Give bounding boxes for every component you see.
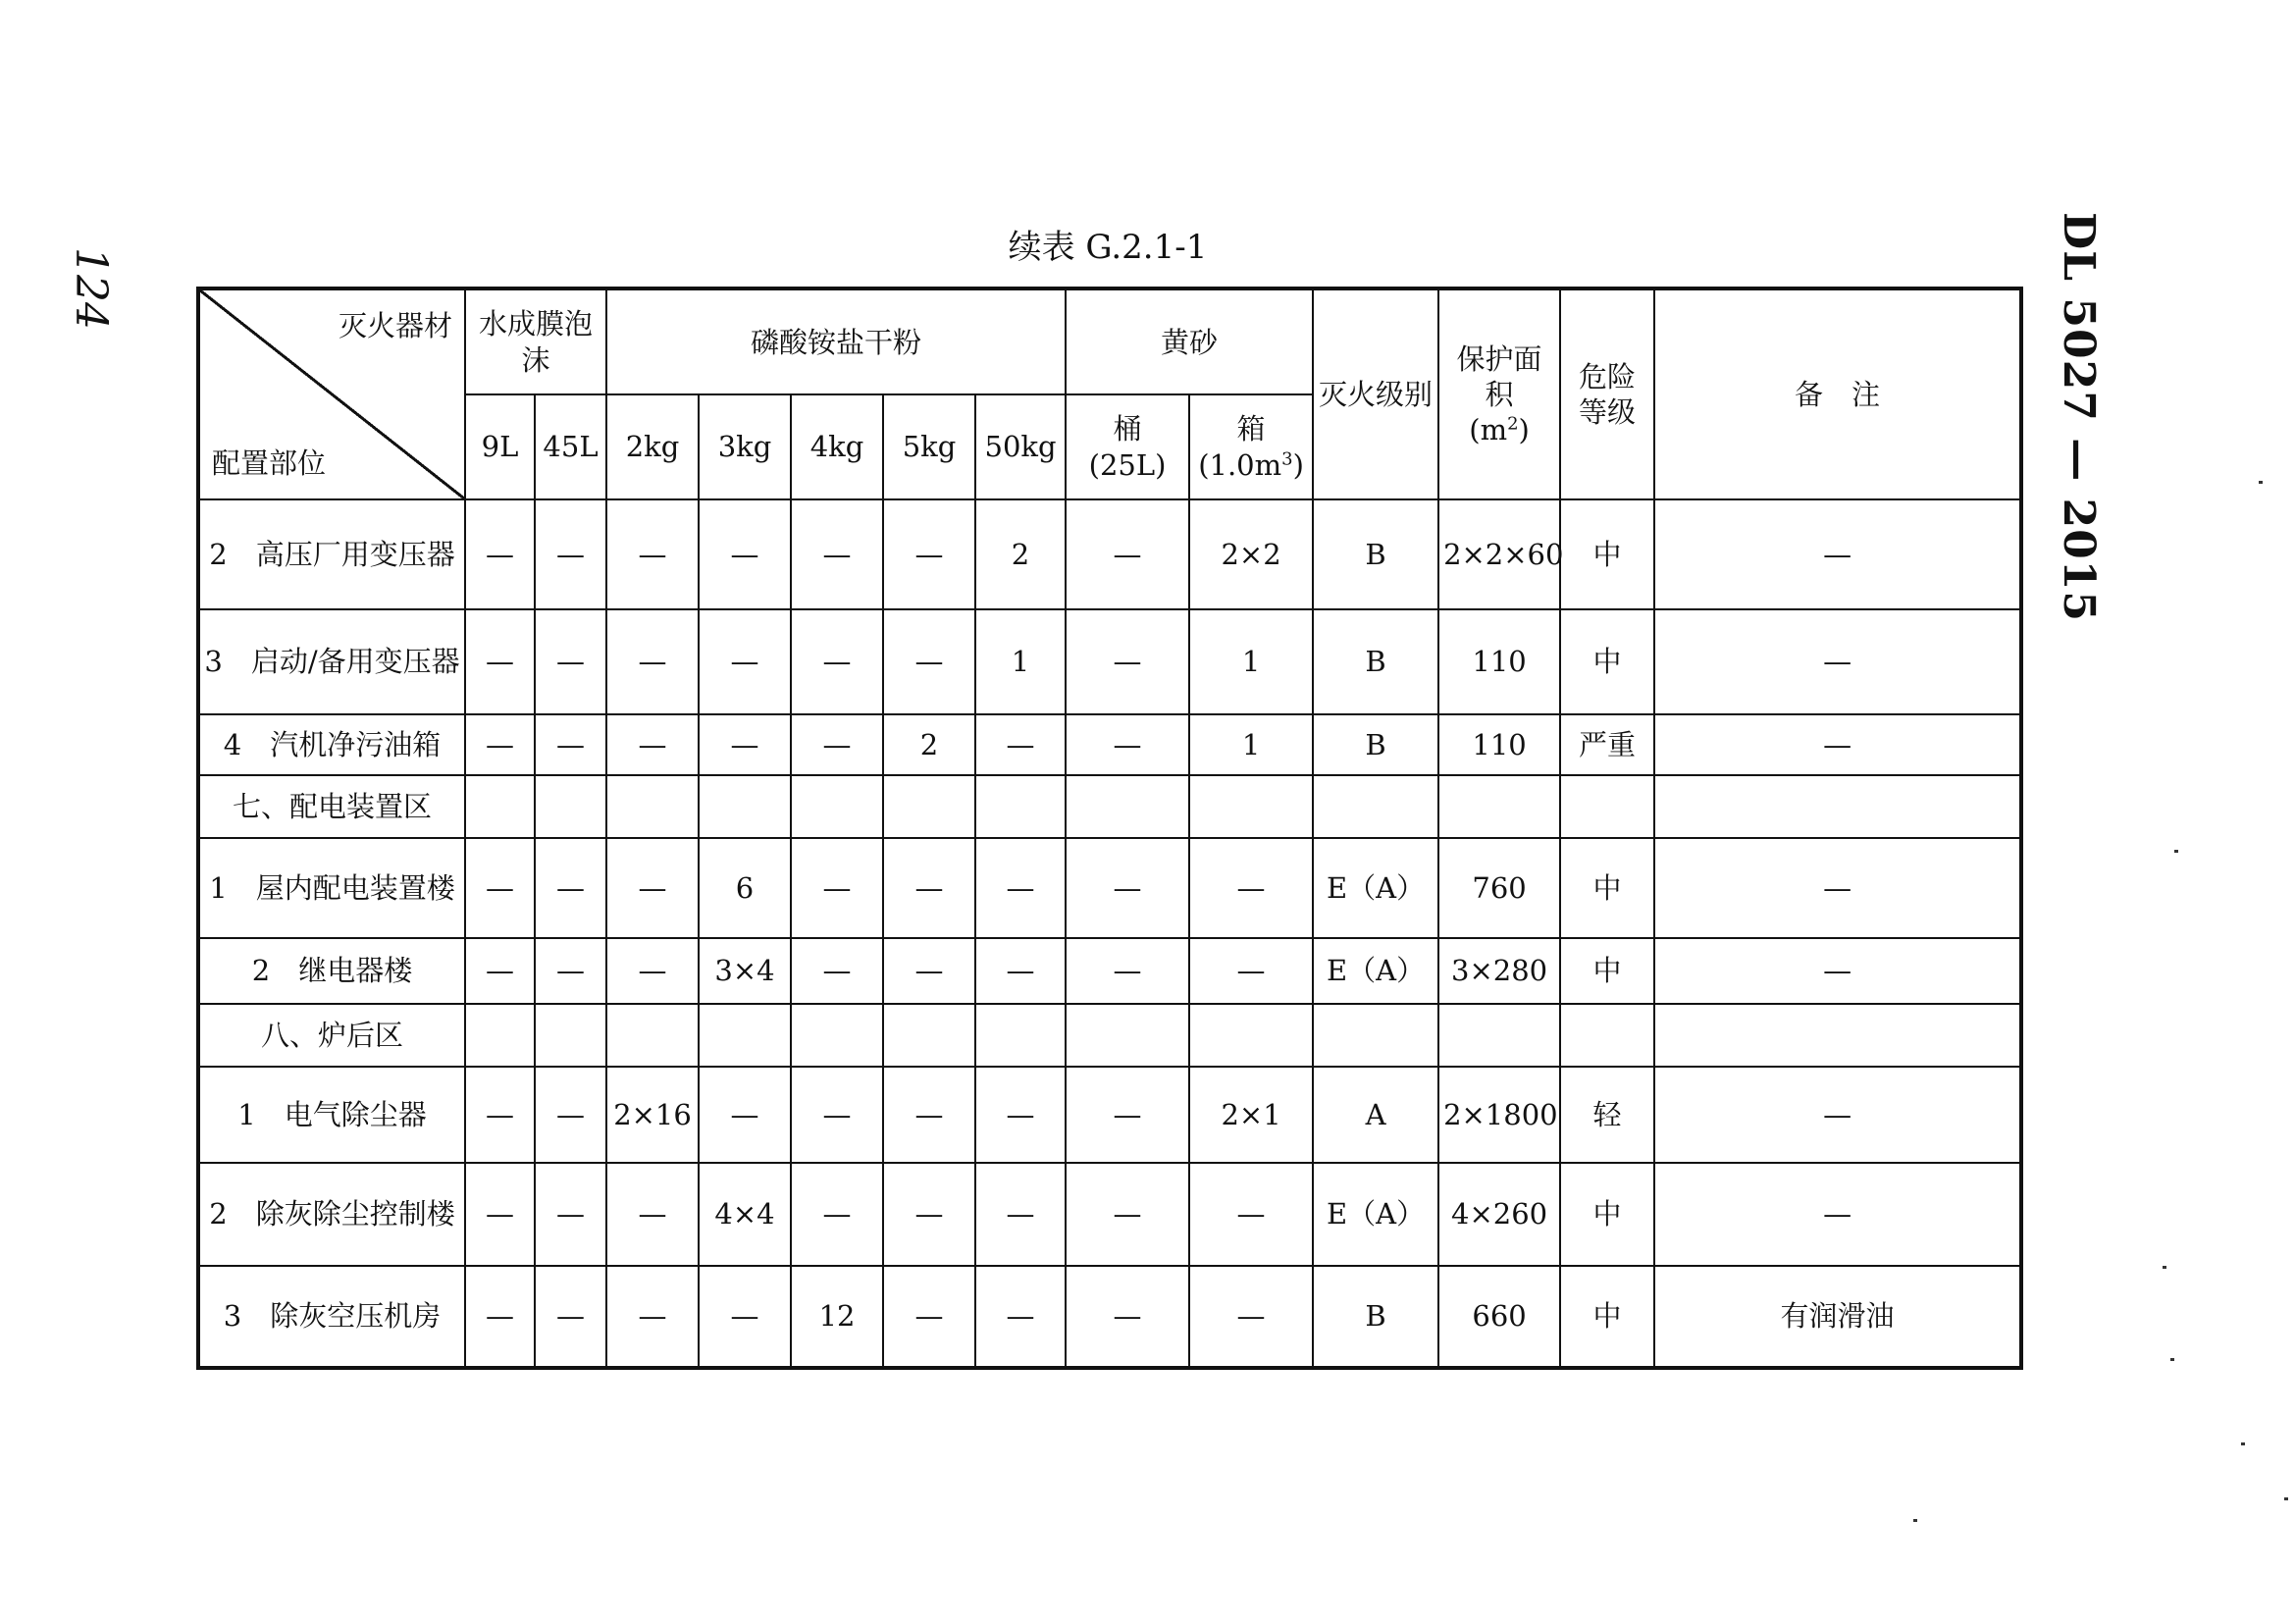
sand-bucket-label: 桶 (1113, 412, 1142, 446)
table-row (198, 1266, 2021, 1368)
table-cell: — (1189, 1266, 1313, 1368)
table-cell: — (975, 1266, 1066, 1368)
diag-top-label: 灭火器材 (338, 309, 452, 342)
powder-3kg-header: 3kg (699, 394, 791, 498)
foam-45l-header: 45L (535, 394, 606, 498)
table-cell: 2 (883, 714, 975, 775)
config-part-cell: 4 汽机净污油箱 (198, 714, 465, 775)
table-cell (883, 1004, 975, 1067)
sand-box-close: ) (1292, 447, 1304, 482)
table-cell: — (535, 499, 606, 609)
table-cell: — (699, 499, 791, 609)
protect-area-label: 保护面积 (1456, 341, 1542, 411)
hazard-level-header: 危险等级 (1560, 288, 1654, 499)
table-cell: — (883, 1067, 975, 1163)
table-cell: 1 (975, 609, 1066, 713)
table-cell (1313, 1004, 1438, 1067)
table-cell (699, 1004, 791, 1067)
table-cell: — (465, 838, 535, 938)
table-cell: — (1189, 838, 1313, 938)
table-cell: 中 (1560, 1266, 1654, 1368)
table-cell (1066, 1004, 1189, 1067)
table-cell: 2×1800 (1438, 1067, 1560, 1163)
sand-box-sup: 3 (1281, 447, 1293, 469)
table-cell: — (975, 1163, 1066, 1265)
table-cell: — (535, 609, 606, 713)
table-cell: A (1313, 1067, 1438, 1163)
table-row (198, 499, 2021, 609)
config-part-cell: 七、配电装置区 (198, 775, 465, 838)
table-cell: — (535, 1266, 606, 1368)
table-row (198, 838, 2021, 938)
table-cell: — (791, 714, 883, 775)
table-cell: E（A） (1313, 1163, 1438, 1265)
table-cell (791, 1004, 883, 1067)
table-cell: 4×260 (1438, 1163, 1560, 1265)
protect-area-close: ) (1518, 413, 1530, 446)
table-cell: — (791, 938, 883, 1003)
table-cell: — (606, 838, 699, 938)
config-part-cell: 八、炉后区 (198, 1004, 465, 1067)
table-cell: — (883, 938, 975, 1003)
table-row (198, 714, 2021, 775)
table-cell: — (465, 609, 535, 713)
table-cell: — (1654, 499, 2021, 609)
protect-area-header (1438, 288, 1560, 499)
table-cell: — (606, 499, 699, 609)
powder-5kg-header: 5kg (883, 394, 975, 498)
table-cell: — (1654, 1163, 2021, 1265)
table-cell: — (791, 1163, 883, 1265)
table-cell: — (791, 609, 883, 713)
table-cell: — (606, 1266, 699, 1368)
table-cell: B (1313, 609, 1438, 713)
table-cell: B (1313, 499, 1438, 609)
table-cell: 有润滑油 (1654, 1266, 2021, 1368)
table-cell: 2×16 (606, 1067, 699, 1163)
table-cell (1066, 775, 1189, 838)
sand-bucket-unit: (25L) (1088, 447, 1167, 482)
powder-group-header: 磷酸铵盐干粉 (606, 288, 1066, 394)
sand-box-label: 箱 (1236, 412, 1266, 446)
table-cell: 轻 (1560, 1067, 1654, 1163)
config-part-cell: 2 除灰除尘控制楼 (198, 1163, 465, 1265)
table-cell: 110 (1438, 714, 1560, 775)
table-cell: 2×2 (1189, 499, 1313, 609)
table-cell: — (699, 714, 791, 775)
table-cell: — (1654, 609, 2021, 713)
table-cell (535, 775, 606, 838)
table-cell: 110 (1438, 609, 1560, 713)
table-cell (1560, 775, 1654, 838)
table-cell (1313, 775, 1438, 838)
table-row (198, 1163, 2021, 1265)
table-cell: — (1654, 1067, 2021, 1163)
table-cell (883, 775, 975, 838)
table-cell (1438, 775, 1560, 838)
table-cell (1189, 1004, 1313, 1067)
table-cell: — (465, 714, 535, 775)
table-row (198, 938, 2021, 1003)
table-cell: — (1066, 838, 1189, 938)
table-cell (535, 1004, 606, 1067)
table-cell (1654, 775, 2021, 838)
table-cell: — (465, 1266, 535, 1368)
protect-area-sup: 2 (1507, 413, 1519, 435)
protect-area-unit: (m (1469, 413, 1508, 446)
table-cell (699, 775, 791, 838)
table-cell (975, 775, 1066, 838)
table-cell: — (975, 838, 1066, 938)
standard-code: DL 5027 — 2015 (2054, 212, 2104, 622)
foam-group-header: 水成膜泡沫 (465, 288, 606, 394)
table-cell: — (1066, 1266, 1189, 1368)
table-cell: — (1654, 938, 2021, 1003)
table-cell: — (606, 609, 699, 713)
table-cell: — (535, 838, 606, 938)
table-cell: — (883, 1163, 975, 1265)
table-cell: 760 (1438, 838, 1560, 938)
table-cell: — (1189, 938, 1313, 1003)
fire-class-header: 灭火级别 (1313, 288, 1438, 499)
sand-bucket-header (1066, 394, 1189, 498)
table-cell (975, 1004, 1066, 1067)
config-part-cell: 2 高压厂用变压器 (198, 499, 465, 609)
diag-bottom-label: 配置部位 (212, 445, 327, 480)
table-cell: 中 (1560, 1163, 1654, 1265)
table-cell: — (791, 499, 883, 609)
table-cell: — (791, 1067, 883, 1163)
table-cell: — (1066, 1163, 1189, 1265)
table-cell: — (1654, 838, 2021, 938)
table-cell: — (465, 1163, 535, 1265)
table-cell: 严重 (1560, 714, 1654, 775)
table-cell: — (1066, 499, 1189, 609)
table-cell: — (699, 609, 791, 713)
table-cell: 中 (1560, 938, 1654, 1003)
powder-2kg-header: 2kg (606, 394, 699, 498)
table-cell (791, 775, 883, 838)
config-part-cell: 3 启动/备用变压器 (198, 609, 465, 713)
table-cell: — (535, 938, 606, 1003)
table-cell: — (465, 499, 535, 609)
table-cell (1560, 1004, 1654, 1067)
table-cell: — (699, 1266, 791, 1368)
table-row (198, 775, 2021, 838)
extinguisher-config-table (196, 287, 2023, 1370)
table-cell: 1 (1189, 714, 1313, 775)
table-cell (606, 1004, 699, 1067)
table-cell: — (1654, 714, 2021, 775)
sand-group-header: 黄砂 (1066, 288, 1313, 394)
table-cell: — (791, 838, 883, 938)
foam-9l-header: 9L (465, 394, 535, 498)
sand-box-header (1189, 394, 1313, 498)
table-cell: — (975, 714, 1066, 775)
table-cell: — (1066, 714, 1189, 775)
table-row (198, 1067, 2021, 1163)
table-cell: 2 (975, 499, 1066, 609)
config-part-cell: 1 电气除尘器 (198, 1067, 465, 1163)
table-cell: — (606, 1163, 699, 1265)
table-cell: — (1066, 938, 1189, 1003)
table-cell: 中 (1560, 609, 1654, 713)
table-cell: E（A） (1313, 838, 1438, 938)
header-row-1 (198, 288, 2021, 394)
table-cell: — (465, 938, 535, 1003)
table-cell: — (883, 609, 975, 713)
table-cell: 1 (1189, 609, 1313, 713)
remarks-header: 备 注 (1654, 288, 2021, 499)
config-part-cell: 2 继电器楼 (198, 938, 465, 1003)
table-cell: — (975, 938, 1066, 1003)
table-cell: 中 (1560, 499, 1654, 609)
table-cell (465, 775, 535, 838)
config-part-cell: 1 屋内配电装置楼 (198, 838, 465, 938)
table-cell: 660 (1438, 1266, 1560, 1368)
table-cell: 3×4 (699, 938, 791, 1003)
table-row (198, 1004, 2021, 1067)
table-row (198, 609, 2021, 713)
table-cell: — (606, 714, 699, 775)
diagonal-header-cell (198, 288, 465, 499)
table-cell: 中 (1560, 838, 1654, 938)
table-cell: 3×280 (1438, 938, 1560, 1003)
table-cell: — (535, 714, 606, 775)
config-part-cell: 3 除灰空压机房 (198, 1266, 465, 1368)
table-cell: — (606, 938, 699, 1003)
table-cell: — (1189, 1163, 1313, 1265)
table-cell: — (699, 1067, 791, 1163)
table-cell: 2×1 (1189, 1067, 1313, 1163)
table-cell: 12 (791, 1266, 883, 1368)
table-cell (465, 1004, 535, 1067)
sand-box-unit: (1.0m (1198, 447, 1282, 482)
table-cell: — (535, 1163, 606, 1265)
table-cell: B (1313, 714, 1438, 775)
table-cell: — (535, 1067, 606, 1163)
table-cell: — (465, 1067, 535, 1163)
table-cell: 2×2×60 (1438, 499, 1560, 609)
table-cell: 4×4 (699, 1163, 791, 1265)
table-cell: — (883, 1266, 975, 1368)
table-title: 续表 G.2.1-1 (1008, 228, 1208, 267)
table-cell (1438, 1004, 1560, 1067)
table-cell (1189, 775, 1313, 838)
table-cell: — (883, 838, 975, 938)
table-cell: — (883, 499, 975, 609)
table-cell (606, 775, 699, 838)
powder-50kg-header: 50kg (975, 394, 1066, 498)
table-cell: B (1313, 1266, 1438, 1368)
page-number: 124 (66, 247, 116, 330)
table-cell: — (1066, 609, 1189, 713)
table-cell: E（A） (1313, 938, 1438, 1003)
table-cell (1654, 1004, 2021, 1067)
table-cell: — (975, 1067, 1066, 1163)
powder-4kg-header: 4kg (791, 394, 883, 498)
table-cell: — (1066, 1067, 1189, 1163)
table-cell: 6 (699, 838, 791, 938)
